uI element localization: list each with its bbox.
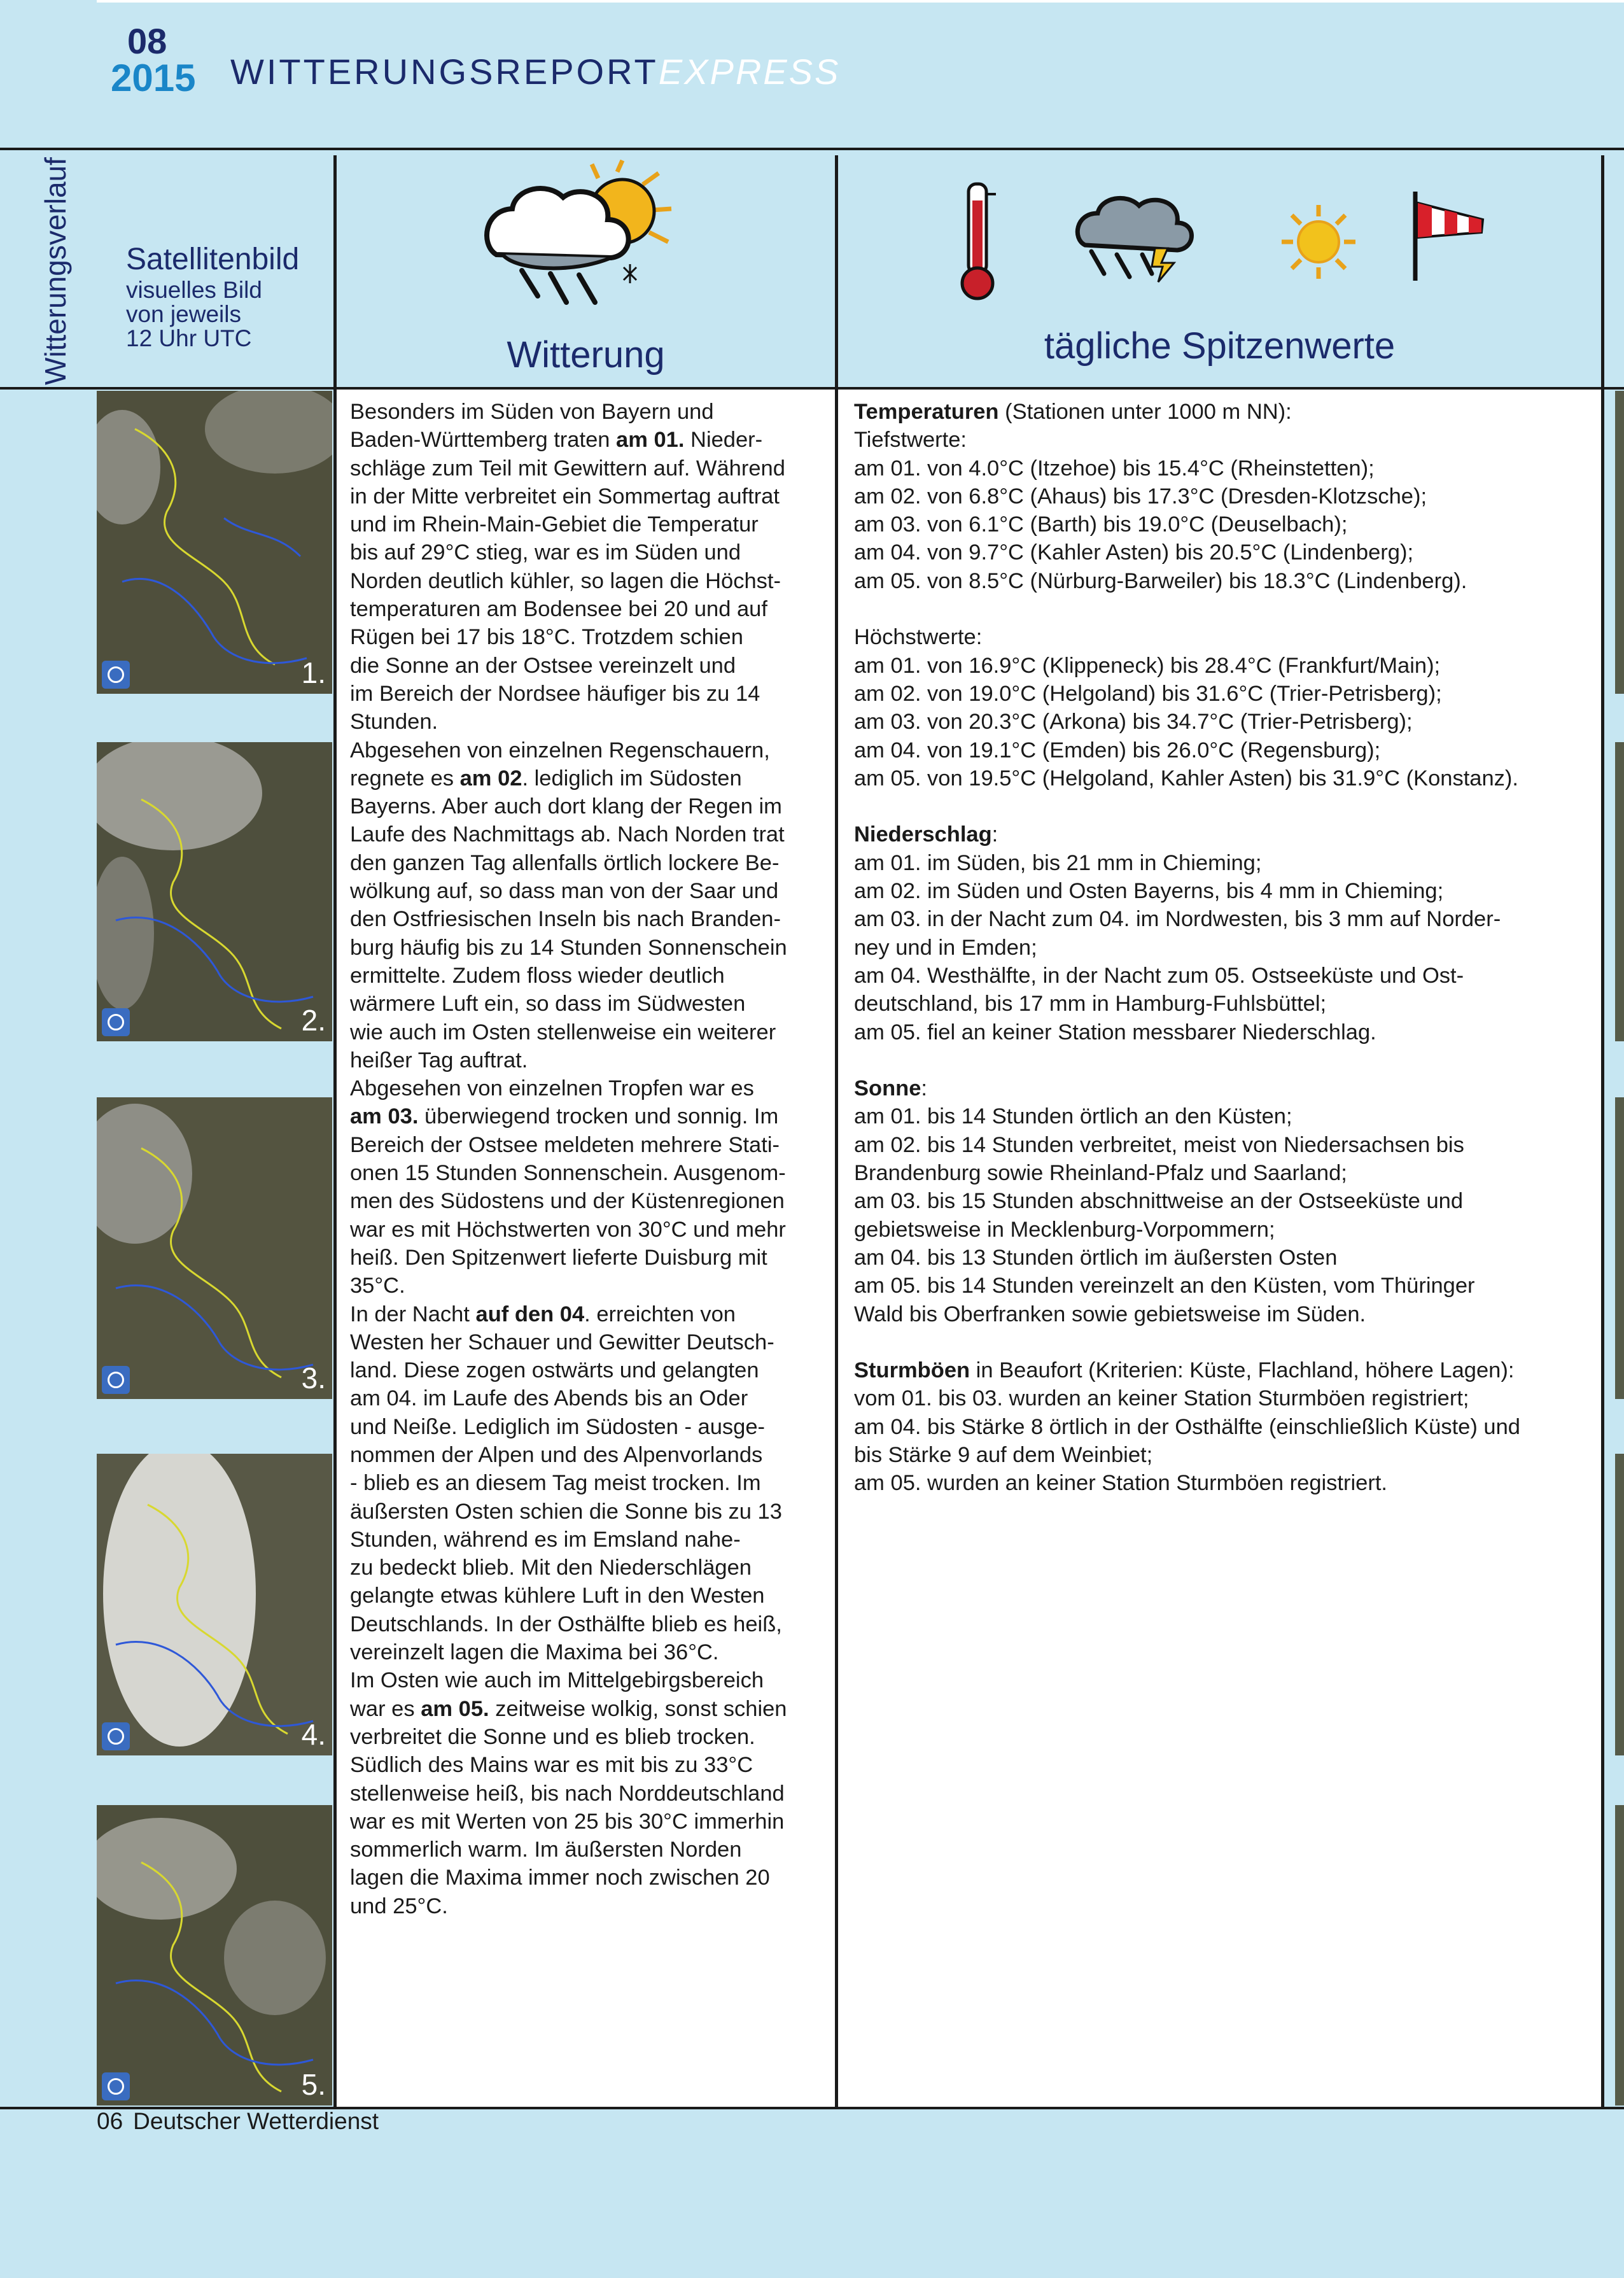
text-run: vom 01. bis 03. wurden an keiner Station Sturmböen registriert; bbox=[854, 1386, 1469, 1411]
text-line bbox=[350, 764, 787, 792]
text-line bbox=[854, 1272, 1520, 1300]
text-line bbox=[854, 934, 1520, 962]
text-run: bis auf 29°C stieg, war es im Süden und bbox=[350, 540, 741, 565]
satellite-image bbox=[97, 1097, 332, 1399]
text-line bbox=[854, 877, 1520, 905]
text-line bbox=[854, 1300, 1520, 1328]
satellite-image bbox=[97, 742, 332, 1041]
bold-text-run: Niederschlag bbox=[854, 822, 992, 847]
text-run: stellenweise heiß, bis nach Norddeutschland bbox=[350, 1781, 785, 1806]
text-line bbox=[854, 482, 1520, 510]
text-line bbox=[854, 1413, 1520, 1441]
weather-heading: Witterung bbox=[507, 334, 665, 376]
publisher-name: Deutscher Wetterdienst bbox=[133, 2108, 379, 2134]
text-line bbox=[350, 567, 787, 595]
bold-text-run: am 03. bbox=[350, 1104, 419, 1129]
text-line bbox=[350, 623, 787, 651]
text-line bbox=[350, 680, 787, 708]
text-run: verbreitet die Sonne und es blieb trocken. bbox=[350, 1724, 755, 1749]
text-line bbox=[854, 1102, 1520, 1130]
text-line bbox=[350, 1272, 787, 1300]
bold-text-run: am 01. bbox=[616, 428, 685, 453]
dwd-logo-icon bbox=[102, 1008, 130, 1036]
side-label: Witterungsverlauf bbox=[39, 157, 72, 385]
report-title-main: WITTERUNGSREPORT bbox=[230, 52, 659, 92]
dwd-logo-icon bbox=[102, 1366, 130, 1394]
text-line bbox=[854, 962, 1520, 990]
text-line bbox=[854, 538, 1520, 566]
text-run: men des Südostens und der Küstenregionen bbox=[350, 1189, 785, 1214]
text-run: 35°C. bbox=[350, 1274, 405, 1298]
text-line bbox=[350, 708, 787, 736]
satellite-image bbox=[97, 391, 332, 694]
footer bbox=[97, 2108, 379, 2135]
text-line bbox=[854, 792, 1520, 820]
text-run: am 01. von 16.9°C (Klippeneck) bis 28.4°C (Frankfurt/Main); bbox=[854, 653, 1441, 678]
text-line bbox=[854, 820, 1520, 848]
bold-text-run: am 05. bbox=[421, 1696, 489, 1721]
issue-month: 08 bbox=[127, 21, 167, 61]
satellite-image bbox=[97, 1454, 332, 1755]
text-run: Abgesehen von einzelnen Tropfen war es bbox=[350, 1076, 754, 1101]
text-run: heißer Tag auftrat. bbox=[350, 1048, 528, 1072]
satellite-subtitle-line: von jeweils bbox=[126, 301, 241, 327]
adjacent-page-image bbox=[1615, 1805, 1624, 2106]
text-line bbox=[854, 595, 1520, 623]
dwd-logo-icon bbox=[102, 1722, 130, 1750]
satellite-image-number: 5. bbox=[301, 2068, 326, 2101]
text-run: (Stationen unter 1000 m NN): bbox=[998, 400, 1292, 424]
windsock-icon bbox=[1406, 188, 1495, 283]
bold-text-run: Sturmböen bbox=[854, 1358, 970, 1383]
text-line bbox=[854, 1441, 1520, 1469]
text-run: am 01. im Süden, bis 21 mm in Chieming; bbox=[854, 850, 1262, 875]
text-line bbox=[350, 1384, 787, 1412]
text-line bbox=[350, 820, 787, 848]
thunderstorm-cloud-icon bbox=[1072, 188, 1200, 283]
text-line bbox=[854, 1244, 1520, 1272]
text-run: Brandenburg sowie Rheinland-Pfalz und Saarland; bbox=[854, 1161, 1347, 1186]
text-run: temperaturen am Bodensee bei 20 und auf bbox=[350, 597, 767, 622]
text-line bbox=[854, 454, 1520, 482]
text-line bbox=[350, 1498, 787, 1526]
text-run: am 03. in der Nacht zum 04. im Nordwesten, bis 3 mm auf Norder- bbox=[854, 907, 1501, 932]
text-line bbox=[350, 1666, 787, 1694]
text-run: Baden-Württemberg traten bbox=[350, 428, 617, 453]
satellite-image-number: 4. bbox=[301, 1718, 326, 1751]
bold-text-run: Sonne bbox=[854, 1076, 921, 1101]
text-line bbox=[854, 1159, 1520, 1187]
text-line bbox=[350, 1244, 787, 1272]
text-run: am 02. von 19.0°C (Helgoland) bis 31.6°C (Trier-Petrisberg); bbox=[854, 681, 1442, 706]
text-run: zu bedeckt blieb. Mit den Niederschlägen bbox=[350, 1556, 752, 1580]
bold-text-run: Temperaturen bbox=[854, 400, 999, 424]
text-line bbox=[350, 454, 787, 482]
text-run: ney und in Emden; bbox=[854, 935, 1037, 960]
text-run: war es mit Höchstwerten von 30°C und mehr bbox=[350, 1217, 786, 1242]
text-line bbox=[854, 1046, 1520, 1074]
text-run: : bbox=[991, 822, 998, 847]
adjacent-page-image bbox=[1615, 742, 1624, 1041]
text-run: burg häufig bis zu 14 Stunden Sonnenschein bbox=[350, 935, 787, 960]
text-line bbox=[350, 1554, 787, 1582]
text-line bbox=[854, 1187, 1520, 1215]
text-line bbox=[854, 398, 1520, 426]
text-run: in Beaufort (Kriterien: Küste, Flachland, höhere Lagen): bbox=[970, 1358, 1515, 1383]
text-line bbox=[350, 1780, 787, 1808]
satellite-subtitle-line: 12 Uhr UTC bbox=[126, 325, 252, 351]
text-line bbox=[854, 510, 1520, 538]
text-line bbox=[854, 1018, 1520, 1046]
text-run: am 04. bis 13 Stunden örtlich im äußersten Osten bbox=[854, 1245, 1338, 1270]
text-run: am 05. bis 14 Stunden vereinzelt an den Küsten, vom Thüringer bbox=[854, 1274, 1475, 1298]
text-line bbox=[350, 1582, 787, 1610]
text-line bbox=[350, 595, 787, 623]
text-line bbox=[854, 764, 1520, 792]
text-line bbox=[350, 1328, 787, 1356]
text-line bbox=[350, 398, 787, 426]
text-line bbox=[350, 792, 787, 820]
text-run: den ganzen Tag allenfalls örtlich lockere Be- bbox=[350, 850, 780, 875]
text-line bbox=[350, 1356, 787, 1384]
text-run: vereinzelt lagen die Maxima bei 36°C. bbox=[350, 1640, 719, 1665]
text-run: war es bbox=[350, 1696, 421, 1721]
text-run: . erreichten von bbox=[584, 1302, 736, 1326]
text-run: Wald bis Oberfranken sowie gebietsweise im Süden. bbox=[854, 1302, 1366, 1326]
text-run: : bbox=[921, 1076, 928, 1101]
text-run: und im Rhein-Main-Gebiet die Temperatur bbox=[350, 512, 759, 537]
satellite-image bbox=[97, 1805, 332, 2106]
text-line bbox=[854, 652, 1520, 680]
text-line bbox=[350, 1216, 787, 1244]
text-line bbox=[854, 426, 1520, 454]
text-run: Westen her Schauer und Gewitter Deutsch- bbox=[350, 1330, 774, 1354]
text-line bbox=[350, 905, 787, 933]
text-line bbox=[854, 623, 1520, 651]
text-run: Nieder- bbox=[684, 428, 763, 453]
text-run: in der Mitte verbreitet ein Sommertag auftrat bbox=[350, 484, 780, 509]
text-run: war es mit Werten von 25 bis 30°C immerhin bbox=[350, 1809, 785, 1834]
text-run: gebietsweise in Mecklenburg-Vorpommern; bbox=[854, 1217, 1275, 1242]
text-run: am 03. von 6.1°C (Barth) bis 19.0°C (Deuselbach); bbox=[854, 512, 1348, 537]
text-run: am 04. im Laufe des Abends bis an Oder bbox=[350, 1386, 748, 1411]
text-run: am 04. Westhälfte, in der Nacht zum 05. Ostseeküste und Ost- bbox=[854, 963, 1464, 988]
header-accent-strip bbox=[97, 0, 1624, 3]
text-run: zeitweise wolkig, sonst schien bbox=[489, 1696, 787, 1721]
text-run: bis Stärke 9 auf dem Weinbiet; bbox=[854, 1442, 1153, 1467]
text-run: am 04. von 9.7°C (Kahler Asten) bis 20.5°C (Lindenberg); bbox=[854, 540, 1414, 565]
text-line bbox=[350, 1187, 787, 1215]
text-line bbox=[350, 1526, 787, 1554]
text-run: am 02. von 6.8°C (Ahaus) bis 17.3°C (Dresden-Klotzsche); bbox=[854, 484, 1427, 509]
text-line bbox=[350, 482, 787, 510]
text-run: am 03. bis 15 Stunden abschnittweise an der Ostseeküste und bbox=[854, 1189, 1464, 1214]
text-run: ermittelte. Zudem floss wieder deutlich bbox=[350, 963, 725, 988]
text-run: am 05. wurden an keiner Station Sturmböen registriert. bbox=[854, 1471, 1388, 1496]
satellite-title: Satellitenbild bbox=[126, 243, 300, 276]
text-line bbox=[350, 510, 787, 538]
text-line bbox=[350, 1413, 787, 1441]
text-line bbox=[350, 1131, 787, 1159]
bold-text-run: am 02 bbox=[459, 766, 522, 791]
text-line bbox=[350, 1102, 787, 1130]
text-run: . lediglich im Südosten bbox=[522, 766, 742, 791]
text-line bbox=[350, 1836, 787, 1864]
text-run: Stunden. bbox=[350, 710, 438, 735]
text-run: äußersten Osten schien die Sonne bis zu 13 bbox=[350, 1499, 782, 1524]
report-title-suffix: EXPRESS bbox=[658, 52, 841, 92]
satellite-image-number: 3. bbox=[301, 1361, 326, 1395]
text-run: am 02. bis 14 Stunden verbreitet, meist von Niedersachsen bis bbox=[854, 1132, 1464, 1157]
text-run: lagen die Maxima immer noch zwischen 20 bbox=[350, 1866, 770, 1890]
bold-text-run: auf den 04 bbox=[475, 1302, 585, 1326]
text-line bbox=[350, 1046, 787, 1074]
peaks-text bbox=[854, 398, 1520, 1498]
text-line bbox=[350, 1300, 787, 1328]
text-line bbox=[854, 736, 1520, 764]
text-run: Im Osten wie auch im Mittelgebirgsbereich bbox=[350, 1668, 764, 1693]
text-line bbox=[350, 1892, 787, 1920]
text-run: In der Nacht bbox=[350, 1302, 476, 1326]
text-run: onen 15 Stunden Sonnenschein. Ausgenom- bbox=[350, 1161, 786, 1186]
sun-icon bbox=[1280, 204, 1357, 280]
text-run: nommen der Alpen und des Alpenvorlands bbox=[350, 1442, 763, 1467]
text-run: am 04. bis Stärke 8 örtlich in der Osthälfte (einschließlich Küste) und bbox=[854, 1414, 1520, 1439]
text-run: Höchstwerte: bbox=[854, 625, 983, 650]
text-line bbox=[350, 1074, 787, 1102]
text-run: am 04. von 19.1°C (Emden) bis 26.0°C (Regensburg); bbox=[854, 738, 1381, 763]
text-run: wölkung auf, so dass man von der Saar und bbox=[350, 879, 779, 904]
text-run: am 03. von 20.3°C (Arkona) bis 34.7°C (Trier-Petrisberg); bbox=[854, 710, 1413, 735]
adjacent-page-image bbox=[1615, 1454, 1624, 1755]
text-run: Abgesehen von einzelnen Regenschauern, bbox=[350, 738, 770, 763]
text-line bbox=[854, 567, 1520, 595]
text-line bbox=[854, 849, 1520, 877]
text-run: Norden deutlich kühler, so lagen die Höchst- bbox=[350, 568, 781, 593]
text-run: sommerlich warm. Im äußersten Norden bbox=[350, 1838, 742, 1862]
text-run: schläge zum Teil mit Gewittern auf. Während bbox=[350, 456, 785, 481]
satellite-image-number: 2. bbox=[301, 1004, 326, 1037]
text-line bbox=[854, 1328, 1520, 1356]
text-line bbox=[350, 1610, 787, 1638]
text-run: - blieb es an diesem Tag meist trocken. Im bbox=[350, 1471, 761, 1496]
text-line bbox=[854, 905, 1520, 933]
peaks-heading: tägliche Spitzenwerte bbox=[1044, 325, 1396, 367]
text-run: Stunden, während es im Emsland nahe- bbox=[350, 1527, 741, 1552]
text-line bbox=[350, 877, 787, 905]
text-line bbox=[350, 1638, 787, 1666]
text-run: im Bereich der Nordsee häufiger bis zu 14 bbox=[350, 681, 760, 706]
text-line bbox=[350, 849, 787, 877]
text-line bbox=[350, 1751, 787, 1779]
text-run: Deutschlands. In der Osthälfte blieb es heiß, bbox=[350, 1612, 782, 1636]
text-line bbox=[350, 1808, 787, 1836]
text-line bbox=[854, 708, 1520, 736]
dwd-logo-icon bbox=[102, 2072, 130, 2100]
text-run: überwiegend trocken und sonnig. Im bbox=[418, 1104, 779, 1129]
adjacent-page-image bbox=[1615, 391, 1624, 694]
text-line bbox=[350, 1864, 787, 1892]
dwd-logo-icon bbox=[102, 661, 130, 689]
text-run: deutschland, bis 17 mm in Hamburg-Fuhlsbüttel; bbox=[854, 992, 1327, 1016]
text-run: heiß. Den Spitzenwert lieferte Duisburg mit bbox=[350, 1245, 767, 1270]
text-run: Südlich des Mains war es mit bis zu 33°C bbox=[350, 1753, 753, 1778]
text-run: am 05. fiel an keiner Station messbarer Niederschlag. bbox=[854, 1020, 1376, 1044]
text-run: Bayerns. Aber auch dort klang der Regen im bbox=[350, 794, 782, 819]
cloud-sun-snow-icon bbox=[477, 159, 694, 312]
text-run: Rügen bei 17 bis 18°C. Trotzdem schien bbox=[350, 625, 743, 650]
header-rule bbox=[0, 148, 1624, 150]
text-line bbox=[350, 1469, 787, 1497]
text-line bbox=[854, 1216, 1520, 1244]
text-line bbox=[854, 1356, 1520, 1384]
column-divider-3 bbox=[1601, 155, 1604, 2109]
satellite-image-number: 1. bbox=[301, 656, 326, 689]
text-line bbox=[350, 1723, 787, 1751]
text-line bbox=[350, 990, 787, 1018]
text-line bbox=[350, 538, 787, 566]
text-run: den Ostfriesischen Inseln bis nach Branden- bbox=[350, 907, 781, 932]
text-line bbox=[350, 652, 787, 680]
text-line bbox=[350, 1018, 787, 1046]
text-run: am 05. von 19.5°C (Helgoland, Kahler Asten) bis 31.9°C (Konstanz). bbox=[854, 766, 1518, 791]
text-line bbox=[350, 426, 787, 454]
text-line bbox=[350, 1159, 787, 1187]
text-line bbox=[854, 680, 1520, 708]
text-run: wie auch im Osten stellenweise ein weiterer bbox=[350, 1020, 776, 1044]
report-title bbox=[230, 51, 840, 92]
text-line bbox=[854, 1384, 1520, 1412]
text-line bbox=[854, 1131, 1520, 1159]
page-number: 06 bbox=[97, 2108, 123, 2134]
satellite-subtitle-line: visuelles Bild bbox=[126, 277, 262, 303]
text-line bbox=[854, 1469, 1520, 1497]
text-line bbox=[350, 934, 787, 962]
text-line bbox=[350, 1441, 787, 1469]
text-line bbox=[854, 1074, 1520, 1102]
text-run: am 05. von 8.5°C (Nürburg-Barweiler) bis 18.3°C (Lindenberg). bbox=[854, 568, 1467, 593]
text-run: und Neiße. Lediglich im Südosten - ausge- bbox=[350, 1414, 766, 1439]
text-run: gelangte etwas kühlere Luft in den Westen bbox=[350, 1584, 765, 1608]
weather-text bbox=[350, 398, 787, 1920]
text-run: land. Diese zogen ostwärts und gelangten bbox=[350, 1358, 759, 1383]
text-run: Laufe des Nachmittags ab. Nach Norden trat bbox=[350, 822, 785, 847]
text-run: Bereich der Ostsee meldeten mehrere Stati- bbox=[350, 1132, 780, 1157]
text-line bbox=[350, 736, 787, 764]
thermometer-icon bbox=[948, 181, 1005, 302]
text-run: die Sonne an der Ostsee vereinzelt und bbox=[350, 653, 736, 678]
text-run: regnete es bbox=[350, 766, 460, 791]
text-run: am 02. im Süden und Osten Bayerns, bis 4 mm in Chieming; bbox=[854, 879, 1444, 904]
issue-year: 2015 bbox=[111, 57, 196, 99]
text-run: und 25°C. bbox=[350, 1894, 448, 1918]
text-line bbox=[350, 1695, 787, 1723]
text-run: wärmere Luft ein, so dass im Südwesten bbox=[350, 992, 746, 1016]
text-run: am 01. bis 14 Stunden örtlich an den Küsten; bbox=[854, 1104, 1292, 1129]
text-run: am 01. von 4.0°C (Itzehoe) bis 15.4°C (Rheinstetten); bbox=[854, 456, 1375, 481]
text-line bbox=[350, 962, 787, 990]
adjacent-page-image bbox=[1615, 1097, 1624, 1399]
text-run: Besonders im Süden von Bayern und bbox=[350, 400, 714, 424]
text-line bbox=[854, 990, 1520, 1018]
text-run: Tiefstwerte: bbox=[854, 428, 967, 453]
